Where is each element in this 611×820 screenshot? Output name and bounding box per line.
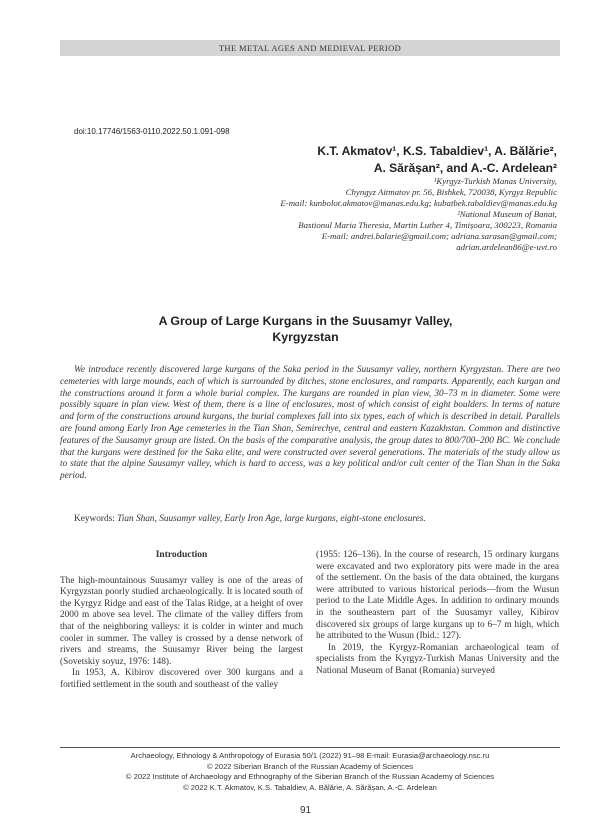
affiliation-line: Bastionul Maria Theresia, Martin Luther 4, Timișoara, 300223, Romania — [298, 220, 557, 230]
authors-block — [137, 143, 557, 177]
footer-divider — [60, 747, 560, 748]
keywords — [74, 514, 554, 524]
affiliation-line: Chyngyz Aitmatov pr. 56, Bishkek, 720038, Kyrgyz Republic — [345, 187, 557, 197]
paragraph: In 1953, A. Kibirov discovered over 300 kurgans and a fortified settlement in the south and southeast of the valley — [60, 668, 303, 690]
body-column-left — [60, 550, 303, 692]
authors-line: A. Sărășan², and A.-C. Ardelean² — [373, 161, 557, 175]
footer-copyright-line: © 2022 K.T. Akmatov, K.S. Tabaldiev, A. Bălărie, A. Sărășan, A.-C. Ardelean — [183, 782, 437, 792]
affiliation-line: ¹Kyrgyz-Turkish Manas University, — [433, 176, 557, 186]
keywords-label: Keywords: — [74, 514, 115, 524]
section-banner: THE METAL AGES AND MEDIEVAL PERIOD — [60, 40, 560, 56]
footer-journal-line: Archaeology, Ethnology & Anthropology of Eurasia 50/1 (2022) 91–98 E-mail: Eurasia@archaeology.nsc.ru — [130, 751, 490, 760]
page-number: 91 — [299, 805, 312, 816]
doi-text[interactable]: doi:10.17746/1563-0110.2022.50.1.091-098 — [74, 127, 230, 136]
affiliation-email[interactable]: E-mail: andrei.balarie@gmail.com; adriana.sarasan@gmail.com; — [321, 231, 557, 241]
paragraph: The high-mountainous Suusamyr valley is one of the areas of Kyrgyzstan poorly studied archaeologically. It is located south of the Kyrgyz Ridge and east of the Talas Ridge, at a height of over 2000 m above sea level. The climate of the valley differs from that of the neighboring valleys: it is colder in winter and much cooler in summer. The valley is crossed by a dense network of rivers and streams, the Suusamyr River being the largest (Sovetskiy soyuz, 1976: 148). — [60, 575, 303, 667]
paragraph: (1955: 126–136). In the course of research, 15 ordinary kurgans were excavated and two exploratory pits were made in the area of the settlement. On the basis of the data obtained, the kurgans were attributed to various historical periods—from the Wusun period to the Late Middle Ages. In addition to ordinary mounds in the southeastern part of the Suusamyr valley, Kibirov discovered six groups of large kurgans up to 6–7 m high, which he attributed to the Wusun (Ibid.: 127). — [316, 550, 559, 642]
footer-copyright-line: © 2022 Siberian Branch of the Russian Academy of Sciences — [206, 761, 414, 771]
affiliation-line: ²National Museum of Banat, — [457, 209, 557, 219]
paragraph: In 2019, the Kyrgyz-Romanian archaeological team of specialists from the Kyrgyz-Turkish Manas University and the National Museum of Banat (Romania) surveyed — [316, 642, 559, 676]
title-line: Kyrgyzstan — [272, 330, 339, 344]
affiliation-email[interactable]: E-mail: kunbolot.akmatov@manas.edu.kg; kubatbek.tabaldiev@manas.edu.kg — [280, 198, 557, 208]
footer — [60, 751, 560, 793]
affiliations-block — [117, 176, 557, 253]
keywords-value: Tian Shan, Suusamyr valley, Early Iron Age, large kurgans, eight-stone enclosures. — [117, 514, 426, 524]
authors-line: K.T. Akmatov¹, K.S. Tabaldiev¹, A. Bălărie², — [317, 144, 557, 158]
abstract: We introduce recently discovered large kurgans of the Saka period in the Suusamyr valley, northern Kyrgyzstan. There are two cemeteries with large mounds, each of which is surrounded by ditches, stone enclosures, and ramparts. Apparently, each kurgan and the constructions around it form a whole burial complex. The kurgans are rounded in plan view, 30–73 m in diameter. Some were possibly square in plan view. West of them, there is a line of enclosures, most of which consist of eight boulders. In terms of nature and form of the constructions around kurgans, the burial complexes fall into six types, each of which is described in detail. Parallels are found among Early Iron Age cemeteries in the Tian Shan, Semirechye, central and eastern Kazakhstan. Common and distinctive features of the Suusamyr group are listed. On the basis of the comparative analysis, the group dates to 800/700–200 BC. We conclude that the kurgans were destined for the Saka elite, and were constructed over several generations. The materials of the study allow us to state that the alpine Suusamyr valley, which is hard to access, was a key political and/or cult center of the Tian Shan in the Saka period. — [60, 365, 560, 482]
section-heading-introduction: Introduction — [155, 550, 208, 560]
article-title — [80, 313, 531, 345]
footer-copyright-line: © 2022 Institute of Archaeology and Ethnography of the Siberian Branch of the Russian Academy of Sciences — [125, 772, 495, 781]
title-line: A Group of Large Kurgans in the Suusamyr Valley, — [158, 314, 453, 328]
body-column-right — [316, 550, 559, 678]
affiliation-email[interactable]: adrian.ardelean86@e-uvt.ro — [456, 242, 557, 252]
